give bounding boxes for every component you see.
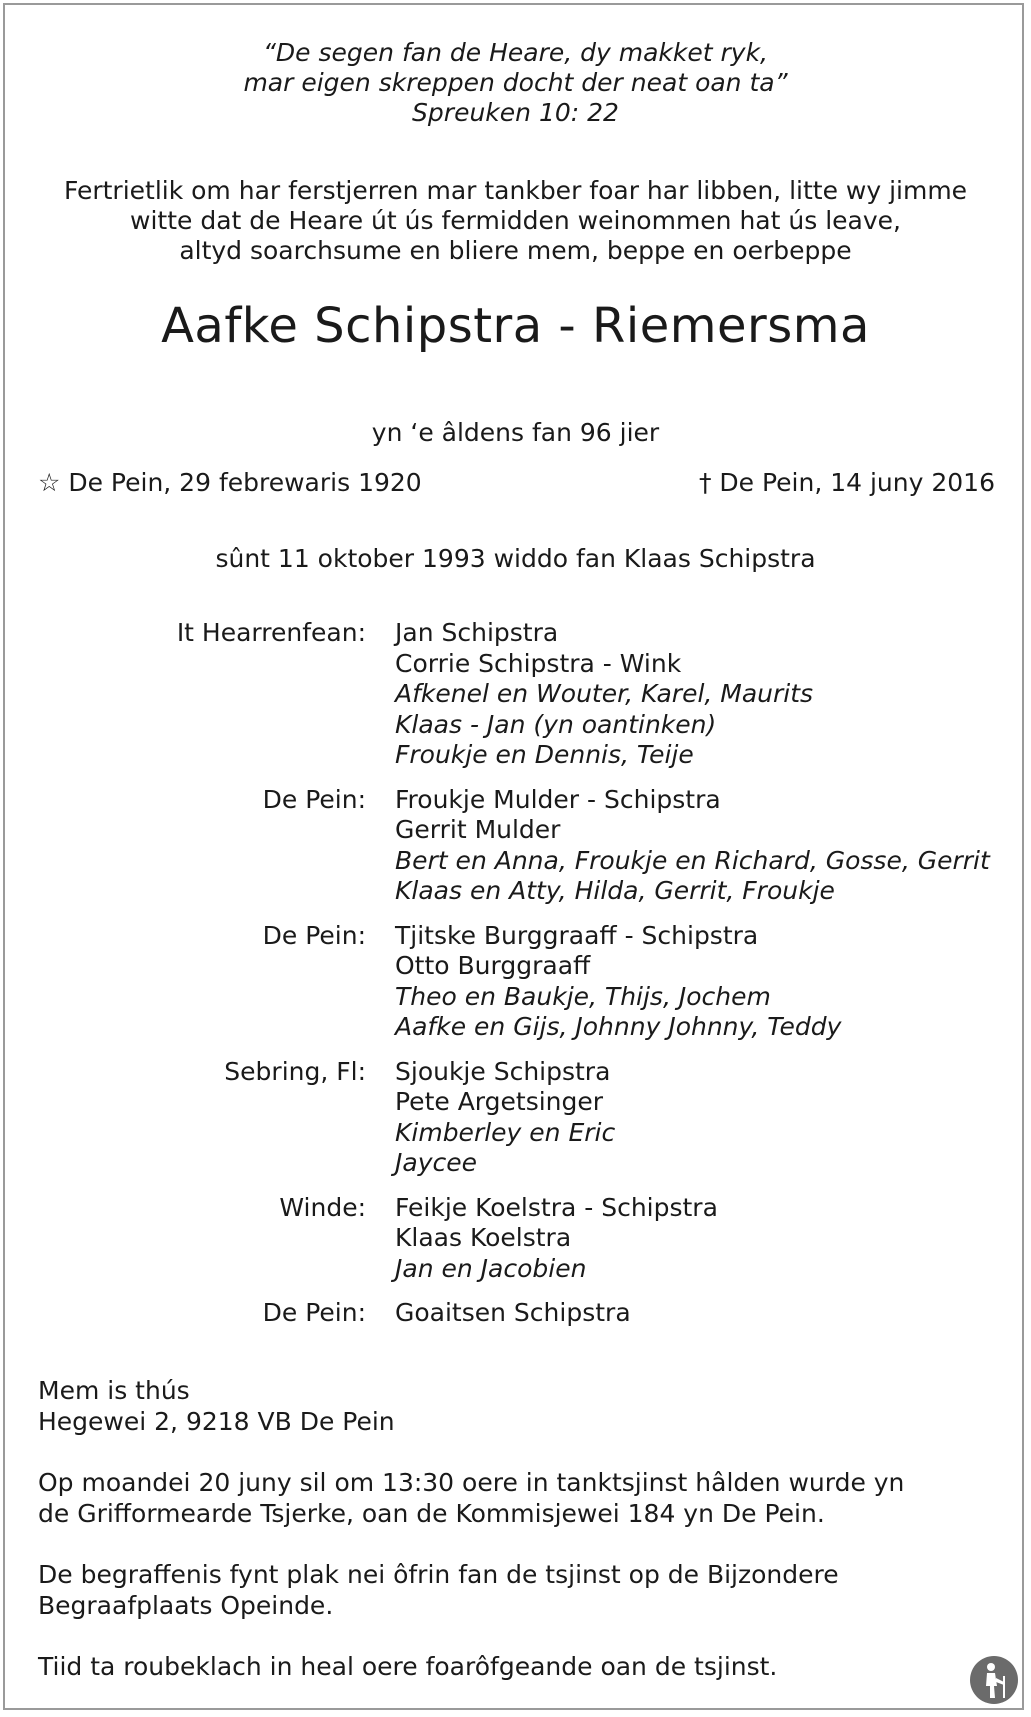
intro-line: Fertrietlik om har ferstjerren mar tankber foar har libben, litte wy jimme [63,176,968,205]
family-member: Pete Argetsinger [395,1087,604,1116]
family-list [0,618,1031,1343]
quote-line: “De segen fan de Heare, dy makket ryk, [262,38,768,67]
grandchildren-line: Theo en Baukje, Thijs, Jochem [395,981,771,1011]
family-place: It Hearrenfean: [176,618,366,647]
grandchildren-line: Klaas en Atty, Hilda, Gerrit, Froukje [395,876,835,905]
family-member: Gerrit Mulder [395,815,561,844]
family-member: Sjoukje Schipstra [395,1056,611,1086]
family-group [0,1193,1031,1285]
family-group [0,1057,1031,1179]
family-member: Goaitsen Schipstra [395,1298,631,1327]
family-place: De Pein: [262,1298,366,1327]
service-info [38,1468,998,1529]
address-line: Hegewei 2, 9218 VB De Pein [38,1406,395,1436]
family-member: Froukje Mulder - Schipstra [395,784,721,814]
burial-line: Begraafplaats Opeinde. [38,1590,334,1620]
grandchildren-line: Kimberley en Eric [395,1117,616,1147]
family-member: Tjitske Burggraaff - Schipstra [395,920,759,950]
grandchildren-line: Bert en Anna, Froukje en Richard, Gosse, Gerrit [395,845,990,875]
quote-line: mar eigen skreppen docht der neat oan ta” [243,68,788,97]
family-place: Winde: [279,1192,366,1222]
condolence-info [38,1652,998,1683]
family-member: Corrie Schipstra - Wink [395,648,682,678]
family-members [395,618,1031,771]
family-member: Otto Burggraaff [395,951,591,980]
family-member: Klaas Koelstra [395,1223,572,1252]
family-group [0,785,1031,907]
death-date: † De Pein, 14 juny 2016 [698,468,995,497]
mourning-figure-icon [970,1656,1018,1704]
home-address [38,1376,998,1437]
burial-line: De begraffenis fynt plak nei ôfrin fan de tsjinst op de Bijzondere [38,1560,839,1589]
family-member: Feikje Koelstra - Schipstra [395,1192,718,1222]
intro-line: altyd soarchsume en bliere mem, beppe en oerbeppe [179,236,852,265]
family-members [395,1057,1031,1179]
home-line: Mem is thús [38,1376,190,1405]
bible-quote [0,38,1031,128]
deceased-name: Aafke Schipstra - Riemersma [161,298,870,354]
grandchildren-line: Froukje en Dennis, Teije [395,740,694,769]
grandchildren-line: Klaas - Jan (yn oantinken) [395,709,717,739]
family-members [395,785,1031,907]
family-place: De Pein: [262,920,366,950]
family-place: De Pein: [262,784,366,814]
birth-date: ☆ De Pein, 29 febrewaris 1920 [38,468,422,497]
family-members [395,921,1031,1043]
age-line: yn ‘e âldens fan 96 jier [371,418,660,447]
quote-reference: Spreuken 10: 22 [412,98,619,127]
widow-line: sûnt 11 oktober 1993 widdo fan Klaas Schipstra [215,544,816,573]
family-members [395,1193,1031,1285]
service-line: de Grifformearde Tsjerke, oan de Kommisjewei 184 yn De Pein. [38,1498,825,1528]
family-members [395,1298,1031,1329]
grandchildren-line: Afkenel en Wouter, Karel, Maurits [395,679,814,708]
grandchildren-line: Jaycee [395,1148,477,1177]
family-group [0,921,1031,1043]
service-line: Op moandei 20 juny sil om 13:30 oere in tanktsjinst hâlden wurde yn [38,1468,905,1497]
condolence-line: Tiid ta roubeklach in heal oere foarôfgeande oan de tsjinst. [38,1652,778,1681]
grandchildren-line: Jan en Jacobien [395,1253,587,1283]
family-member: Jan Schipstra [395,618,559,647]
intro-line: witte dat de Heare út ús fermidden weinommen hat ús leave, [130,206,901,235]
family-group [0,618,1031,771]
grandchildren-line: Aafke en Gijs, Johnny Johnny, Teddy [395,1012,842,1041]
intro-text [0,176,1031,266]
family-group [0,1298,1031,1329]
burial-info [38,1560,998,1621]
family-place: Sebring, Fl: [224,1056,366,1086]
